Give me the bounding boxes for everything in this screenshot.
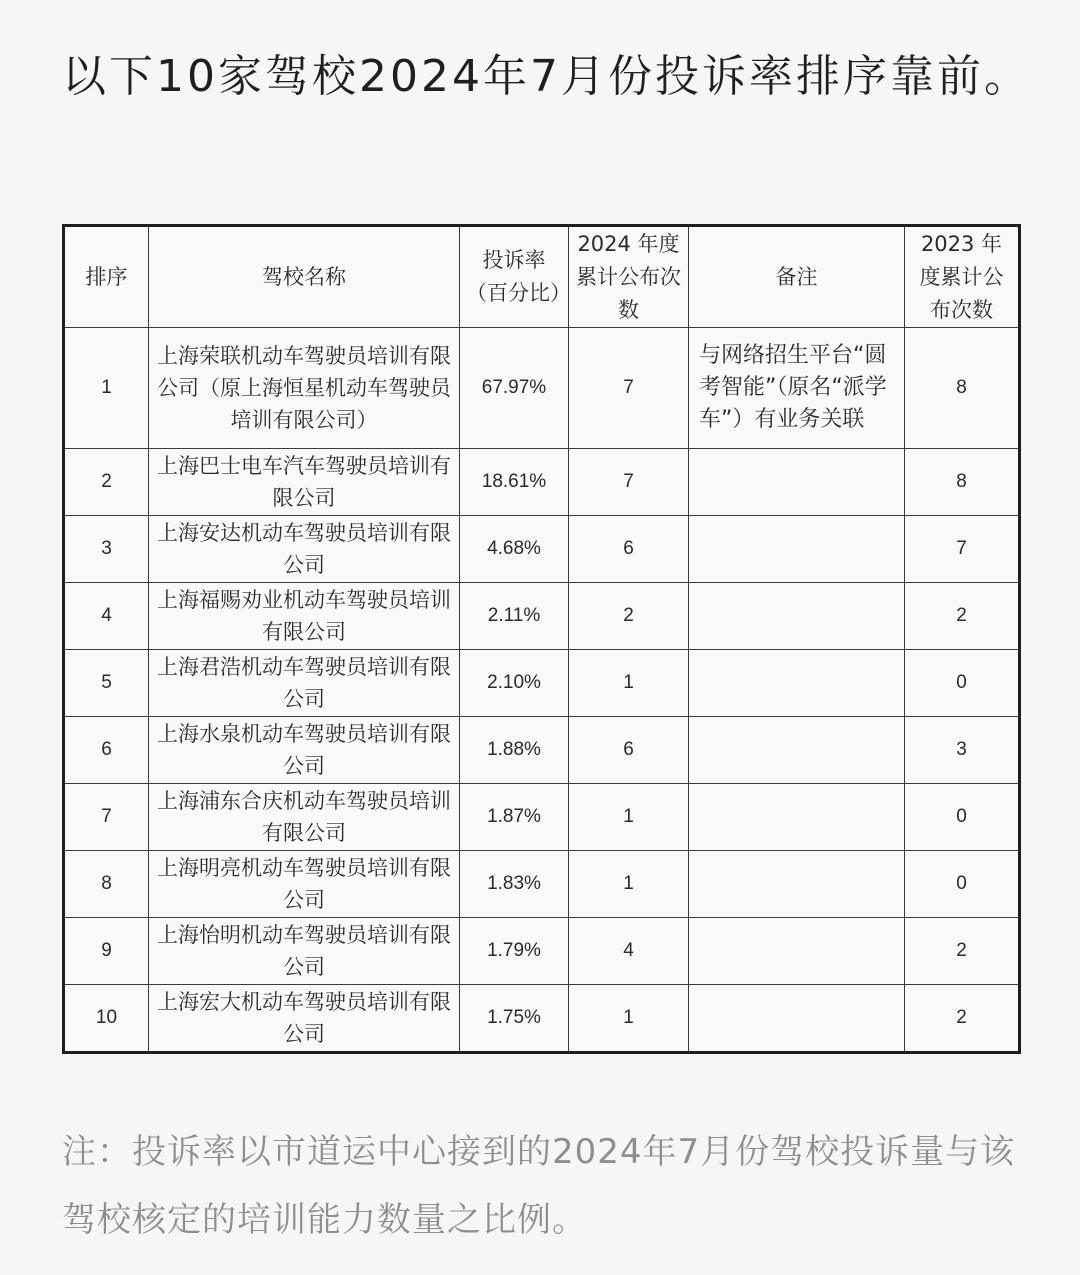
table-row: [64, 449, 1020, 516]
cell-remark: [689, 449, 905, 516]
cell-count-2023: 8: [905, 449, 1020, 516]
complaint-rate-table-wrapper: [62, 224, 1018, 1054]
cell-count-2024: 1: [569, 851, 689, 918]
cell-rank: 2: [64, 449, 149, 516]
cell-school-name: 上海荣联机动车驾驶员培训有限公司（原上海恒星机动车驾驶员培训有限公司）: [149, 328, 460, 449]
cell-count-2024: 1: [569, 650, 689, 717]
cell-remark: [689, 918, 905, 985]
cell-school-name: 上海浦东合庆机动车驾驶员培训有限公司: [149, 784, 460, 851]
table-row: [64, 717, 1020, 784]
cell-complaint-rate: 1.83%: [460, 851, 569, 918]
cell-complaint-rate: 4.68%: [460, 516, 569, 583]
cell-count-2024: 1: [569, 985, 689, 1053]
cell-complaint-rate: 67.97%: [460, 328, 569, 449]
header-school-name: 驾校名称: [149, 226, 460, 328]
cell-rank: 5: [64, 650, 149, 717]
cell-school-name: 上海明亮机动车驾驶员培训有限公司: [149, 851, 460, 918]
table-row: [64, 784, 1020, 851]
cell-complaint-rate: 1.79%: [460, 918, 569, 985]
cell-count-2024: 1: [569, 784, 689, 851]
cell-remark: [689, 985, 905, 1053]
cell-count-2024: 4: [569, 918, 689, 985]
cell-remark: [689, 717, 905, 784]
cell-count-2023: 2: [905, 918, 1020, 985]
table-row: [64, 583, 1020, 650]
cell-count-2024: 2: [569, 583, 689, 650]
cell-rank: 8: [64, 851, 149, 918]
cell-school-name: 上海巴士电车汽车驾驶员培训有限公司: [149, 449, 460, 516]
header-count-2024: 2024 年度累计公布次数: [569, 226, 689, 328]
cell-rank: 7: [64, 784, 149, 851]
cell-count-2023: 2: [905, 583, 1020, 650]
table-row: [64, 328, 1020, 449]
table-row: [64, 516, 1020, 583]
header-complaint-rate: 投诉率（百分比）: [460, 226, 569, 328]
header-count-2023: 2023 年度累计公布次数: [905, 226, 1020, 328]
cell-rank: 10: [64, 985, 149, 1053]
cell-rank: 3: [64, 516, 149, 583]
cell-complaint-rate: 1.87%: [460, 784, 569, 851]
cell-remark: [689, 851, 905, 918]
cell-count-2024: 6: [569, 717, 689, 784]
cell-rank: 9: [64, 918, 149, 985]
table-row: [64, 918, 1020, 985]
cell-rank: 1: [64, 328, 149, 449]
cell-school-name: 上海怡明机动车驾驶员培训有限公司: [149, 918, 460, 985]
footnote: 注：投诉率以市道运中心接到的2024年7月份驾校投诉量与该驾校核定的培训能力数量之比例。: [62, 1132, 1016, 1240]
cell-rank: 4: [64, 583, 149, 650]
cell-count-2024: 7: [569, 449, 689, 516]
cell-remark: [689, 650, 905, 717]
cell-count-2023: 0: [905, 851, 1020, 918]
header-remark: 备注: [689, 226, 905, 328]
cell-remark: [689, 583, 905, 650]
cell-count-2023: 2: [905, 985, 1020, 1053]
cell-school-name: 上海君浩机动车驾驶员培训有限公司: [149, 650, 460, 717]
cell-remark: [689, 516, 905, 583]
cell-remark: [689, 784, 905, 851]
cell-complaint-rate: 2.11%: [460, 583, 569, 650]
table-body: [64, 328, 1020, 1053]
header-rank: 排序: [64, 226, 149, 328]
cell-count-2023: 0: [905, 650, 1020, 717]
cell-complaint-rate: 1.75%: [460, 985, 569, 1053]
table-header-row: [64, 226, 1020, 328]
cell-school-name: 上海水泉机动车驾驶员培训有限公司: [149, 717, 460, 784]
cell-count-2024: 6: [569, 516, 689, 583]
table-row: [64, 650, 1020, 717]
cell-complaint-rate: 18.61%: [460, 449, 569, 516]
cell-count-2023: 7: [905, 516, 1020, 583]
cell-complaint-rate: 2.10%: [460, 650, 569, 717]
cell-count-2023: 8: [905, 328, 1020, 449]
cell-count-2023: 3: [905, 717, 1020, 784]
complaint-rate-table: [62, 224, 1021, 1054]
cell-remark: 与网络招生平台“圆考智能”（原名“派学车”）有业务关联: [689, 328, 905, 449]
cell-complaint-rate: 1.88%: [460, 717, 569, 784]
table-row: [64, 851, 1020, 918]
cell-school-name: 上海福赐劝业机动车驾驶员培训有限公司: [149, 583, 460, 650]
cell-count-2023: 0: [905, 784, 1020, 851]
table-row: [64, 985, 1020, 1053]
cell-school-name: 上海安达机动车驾驶员培训有限公司: [149, 516, 460, 583]
page-heading: 以下10家驾校2024年7月份投诉率排序靠前。: [62, 51, 1031, 102]
cell-rank: 6: [64, 717, 149, 784]
cell-school-name: 上海宏大机动车驾驶员培训有限公司: [149, 985, 460, 1053]
cell-count-2024: 7: [569, 328, 689, 449]
